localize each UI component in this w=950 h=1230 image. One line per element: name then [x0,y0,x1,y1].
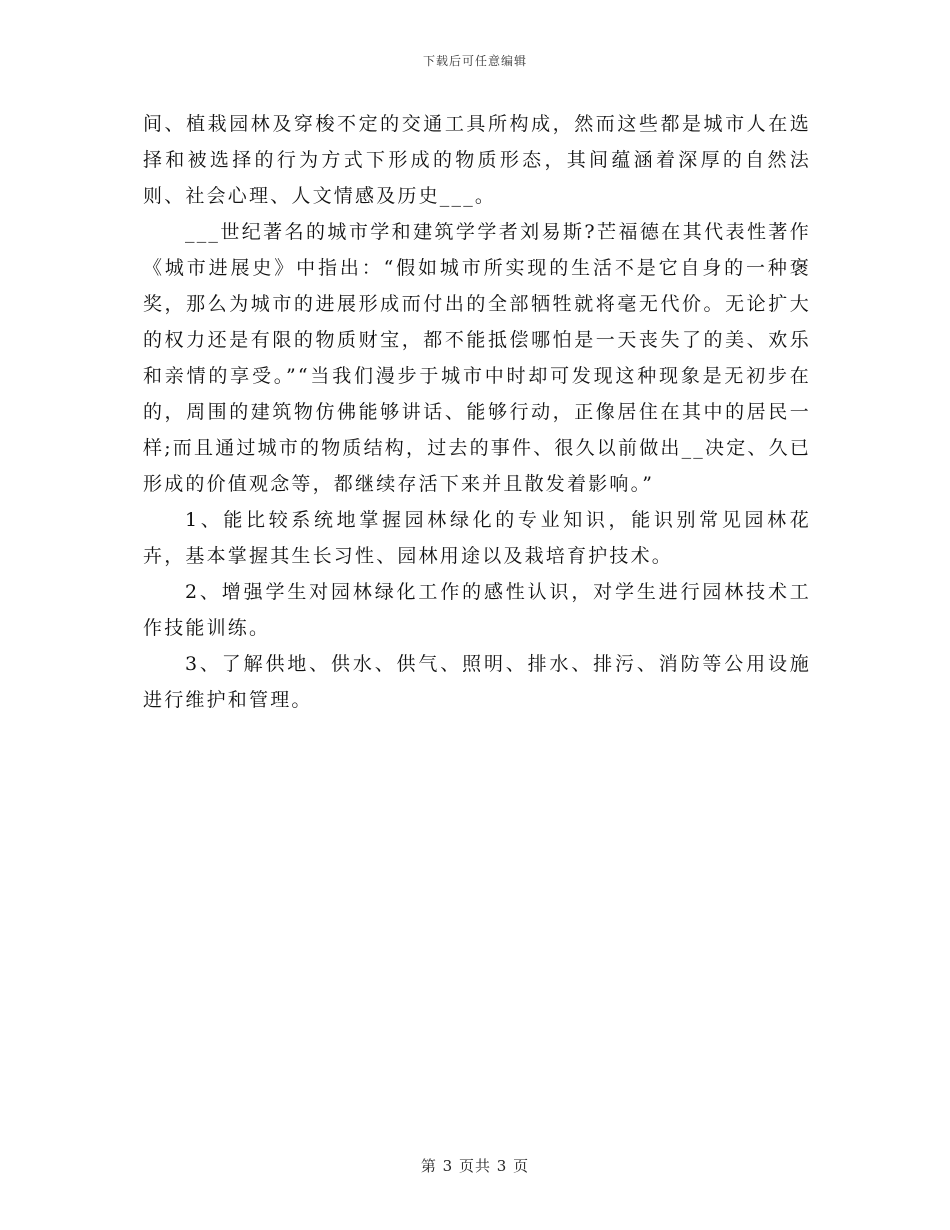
paragraph-mumford-quote: ___世纪著名的城市学和建筑学学者刘易斯?芒福德在其代表性著作《城市进展史》中指出：“假如城市所实现的生活不是它自身的一种褒奖，那么为城市的进展形成而付出的全部牺牲就将毫无代价。无论扩大的权力还是有限的物质财宝，都不能抵偿哪怕是一天丧失了的美、欢乐和亲情的享受。”“当我们漫步于城市中时却可发现这种现象是无初步在的，周围的建筑物仿佛能够讲话、能够行动，正像居住在其中的居民一样;而且通过城市的物质结构，过去的事件、很久以前做出__决定、久已形成的价值观念等，都继续存活下来并且散发着影响。” [143,221,812,495]
page-header: 下载后可任意编辑 [422,54,527,68]
page-number-footer: 第 3 页共 3 页 [420,1157,530,1175]
document-body [143,106,811,718]
list-item-1: 1、能比较系统地掌握园林绿化的专业知识，能识别常见园林花卉，基本掌握其生长习性、园林用途以及栽培育护技术。 [143,509,811,567]
list-item-3: 3、了解供地、供水、供气、照明、排水、排污、消防等公用设施进行维护和管理。 [143,653,811,711]
paragraph-continuation: 间、植栽园林及穿梭不定的交通工具所构成，然而这些都是城市人在选择和被选择的行为方式下形成的物质形态，其间蕴涵着深厚的自然法则、社会心理、人文情感及历史___。 [143,113,811,207]
list-item-2: 2、增强学生对园林绿化工作的感性认识，对学生进行园林技术工作技能训练。 [143,581,811,639]
